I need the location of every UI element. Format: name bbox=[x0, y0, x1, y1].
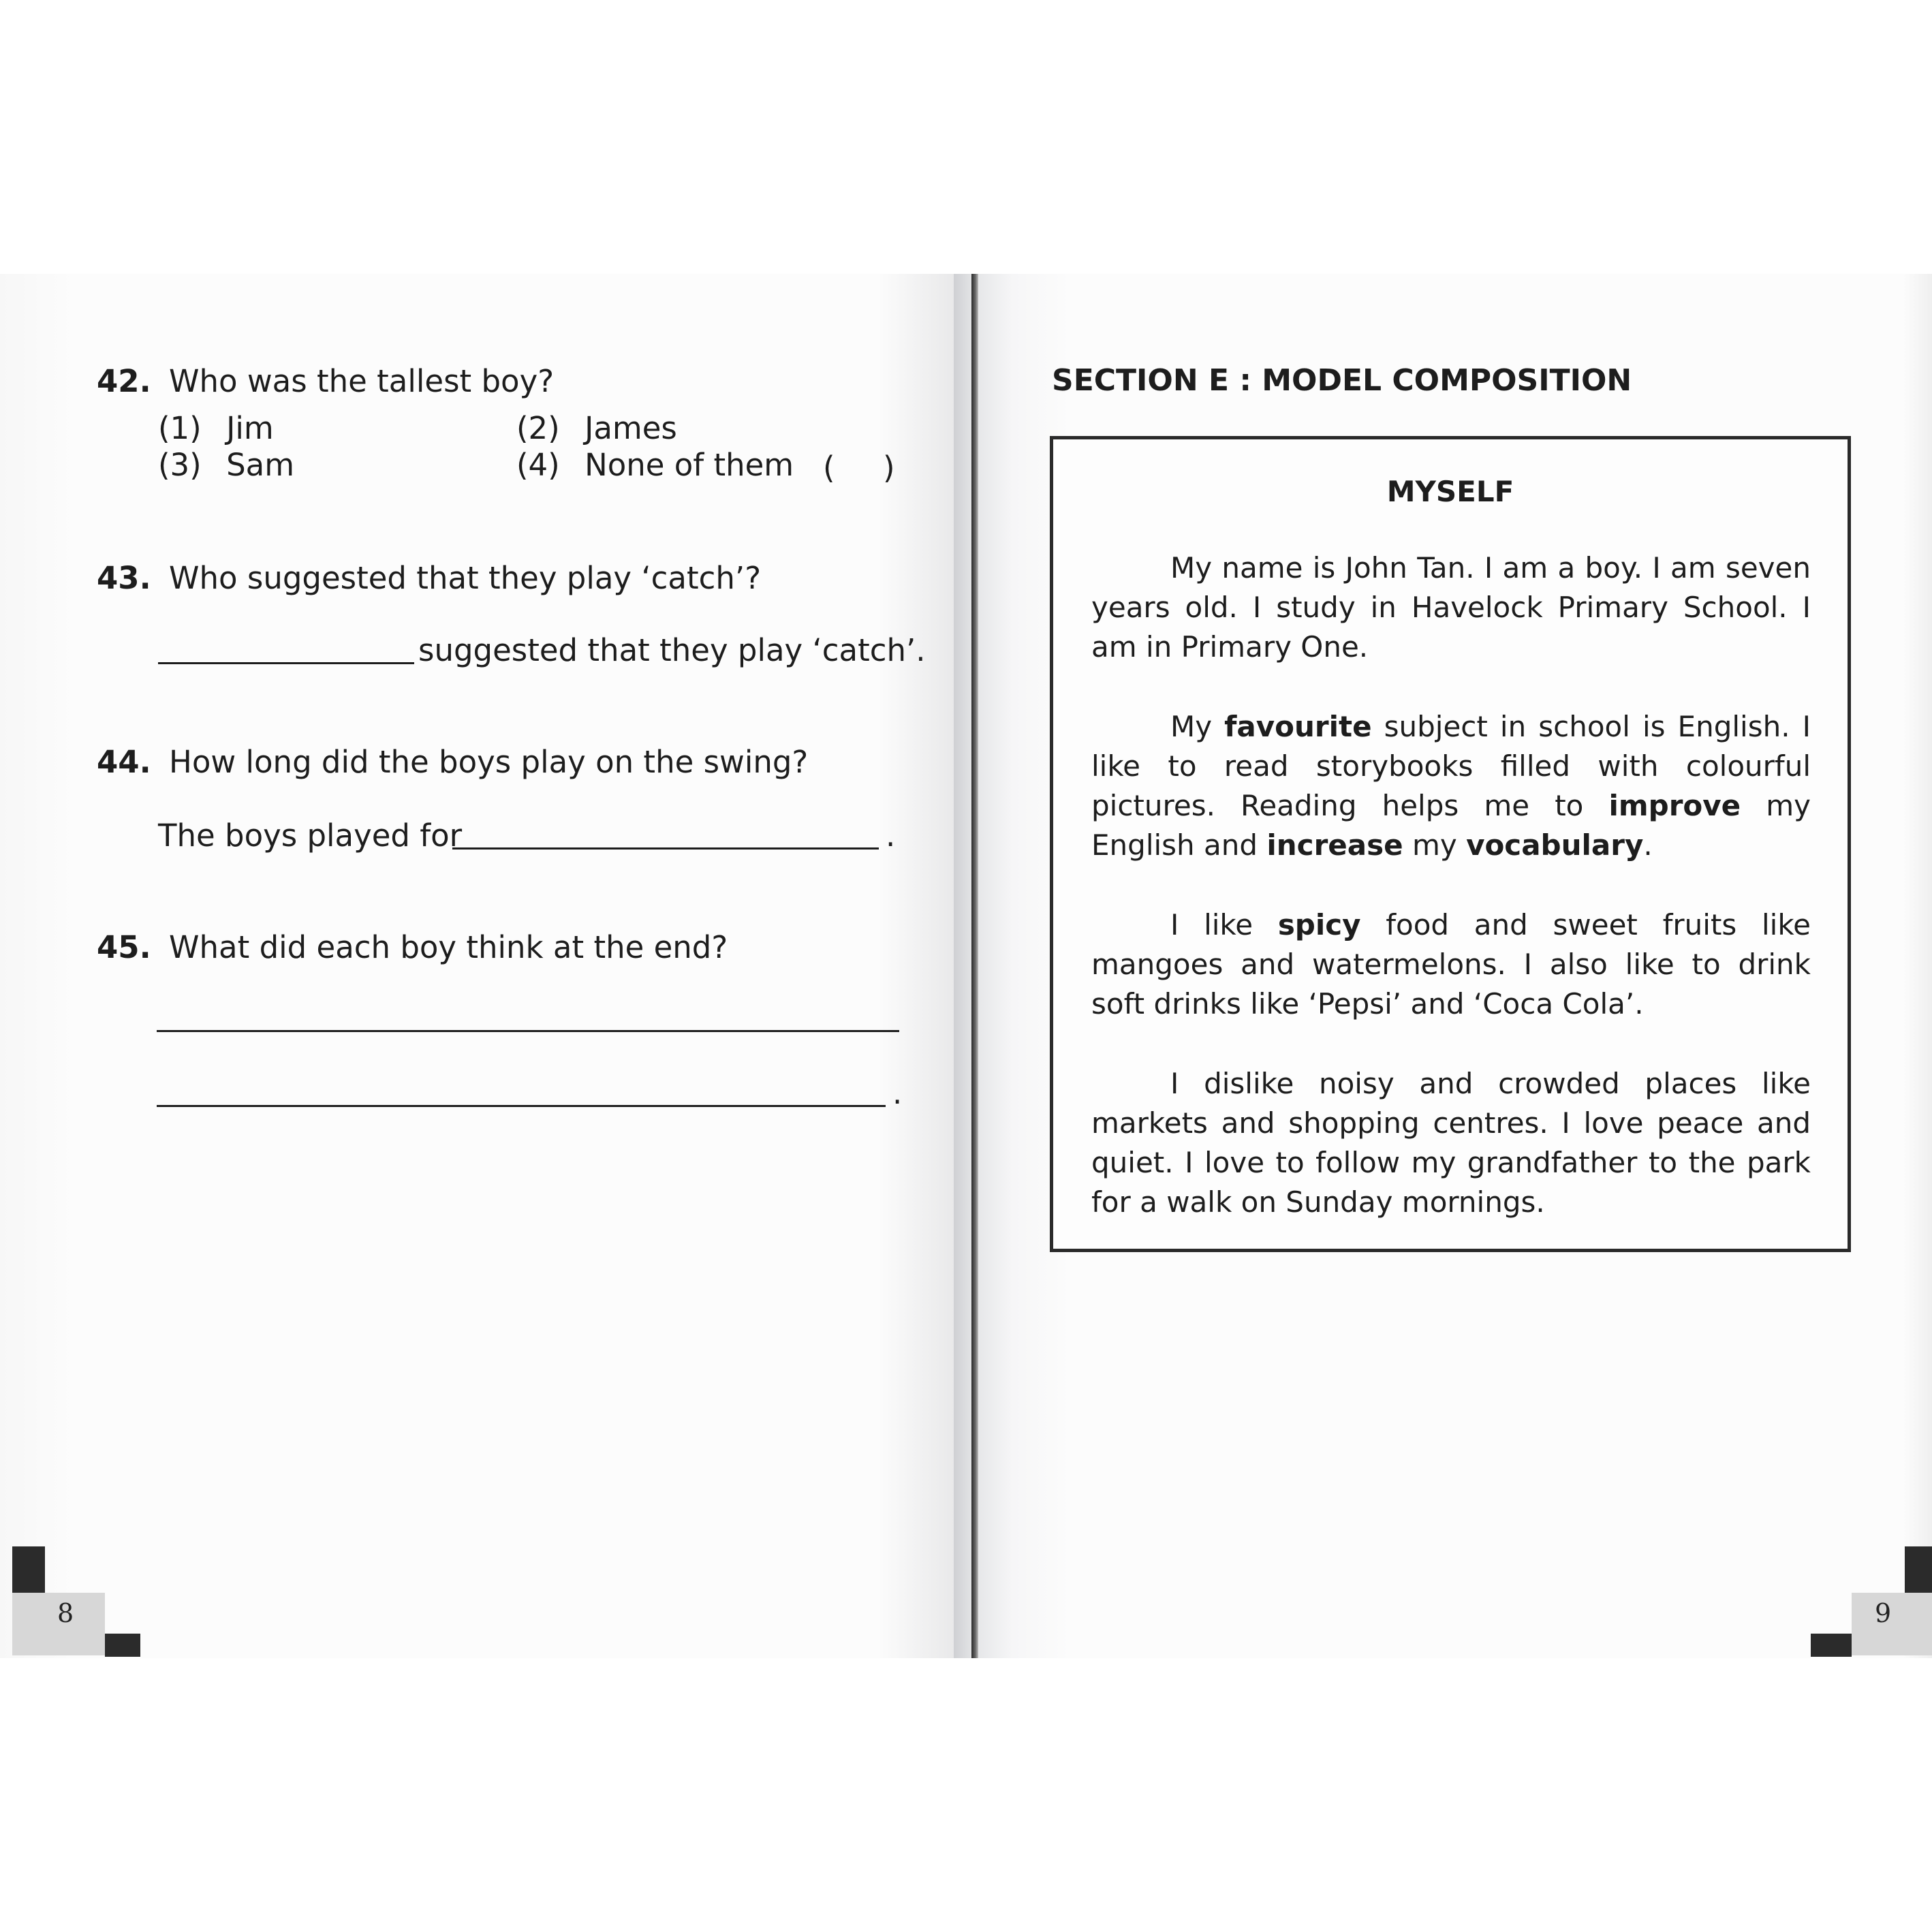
question-number: 45. bbox=[97, 929, 151, 965]
answer-suffix-43: suggested that they play ‘catch’. bbox=[418, 632, 926, 668]
option-label: (4) bbox=[516, 447, 560, 483]
answer-end-45: . bbox=[892, 1075, 903, 1111]
option-3 bbox=[158, 447, 295, 483]
question-text: Who was the tallest boy? bbox=[169, 363, 555, 399]
option-label: (3) bbox=[158, 447, 202, 483]
option-4 bbox=[516, 447, 794, 483]
option-label: (2) bbox=[516, 410, 560, 446]
page-number: 9 bbox=[1875, 1598, 1892, 1628]
page-tab-marker bbox=[1811, 1634, 1852, 1657]
highlight-word: increase bbox=[1266, 828, 1403, 862]
answer-line-45-2[interactable] bbox=[157, 1105, 886, 1107]
option-text: Sam bbox=[226, 447, 295, 483]
option-1 bbox=[158, 410, 274, 446]
question-45 bbox=[97, 929, 728, 965]
section-title: SECTION E : MODEL COMPOSITION bbox=[1052, 363, 1632, 398]
question-43 bbox=[97, 560, 762, 596]
option-2 bbox=[516, 410, 677, 446]
answer-prefix-44: The boys played for bbox=[158, 817, 463, 854]
left-page bbox=[0, 274, 954, 1658]
highlight-word: improve bbox=[1608, 789, 1741, 822]
highlight-word: vocabulary bbox=[1466, 828, 1644, 862]
option-text: None of them bbox=[585, 447, 794, 483]
binding-gutter bbox=[971, 274, 978, 1658]
option-label: (1) bbox=[158, 410, 202, 446]
answer-end-44: . bbox=[886, 817, 896, 854]
composition-title: MYSELF bbox=[1386, 475, 1514, 508]
option-text: James bbox=[585, 410, 677, 446]
option-text: Jim bbox=[226, 410, 274, 446]
page-tab bbox=[1852, 1593, 1932, 1655]
paragraph-3: I like spicy food and sweet fruits like mangoes and watermelons. I also like to drink soft drinks like ‘Pepsi’ and ‘Coca Cola’. bbox=[1091, 908, 1811, 1020]
question-number: 42. bbox=[97, 363, 151, 399]
answer-blank-44[interactable] bbox=[452, 847, 879, 850]
answer-bracket-open: ( bbox=[823, 450, 835, 486]
question-number: 44. bbox=[97, 744, 151, 780]
question-42 bbox=[97, 363, 555, 399]
question-text: What did each boy think at the end? bbox=[169, 929, 728, 965]
question-44 bbox=[97, 744, 809, 780]
page-tab-marker bbox=[1905, 1546, 1932, 1593]
page-number: 8 bbox=[57, 1598, 74, 1628]
paragraph-1: My name is John Tan. I am a boy. I am seven years old. I study in Havelock Primary School. I am in Primary One. bbox=[1091, 551, 1811, 664]
page-tab-marker bbox=[12, 1546, 45, 1593]
question-number: 43. bbox=[97, 560, 151, 596]
highlight-word: spicy bbox=[1277, 908, 1361, 941]
paragraph-2: My favourite subject in school is English. I like to read storybooks filled with colourful pictures. Reading helps me to improve my English and increase my vocabulary. bbox=[1091, 710, 1811, 862]
composition-box bbox=[1050, 436, 1851, 1252]
question-text: How long did the boys play on the swing? bbox=[169, 744, 809, 780]
page-tab-marker bbox=[105, 1634, 140, 1657]
answer-bracket-close: ) bbox=[883, 450, 895, 486]
highlight-word: favourite bbox=[1224, 710, 1372, 743]
answer-line-45-1[interactable] bbox=[157, 1030, 899, 1032]
answer-blank-43[interactable] bbox=[158, 662, 414, 664]
paragraph-4: I dislike noisy and crowded places like markets and shopping centres. I love peace and quiet. I love to follow my grandfather to the park for a walk on Sunday mornings. bbox=[1091, 1067, 1811, 1219]
question-text: Who suggested that they play ‘catch’? bbox=[169, 560, 762, 596]
